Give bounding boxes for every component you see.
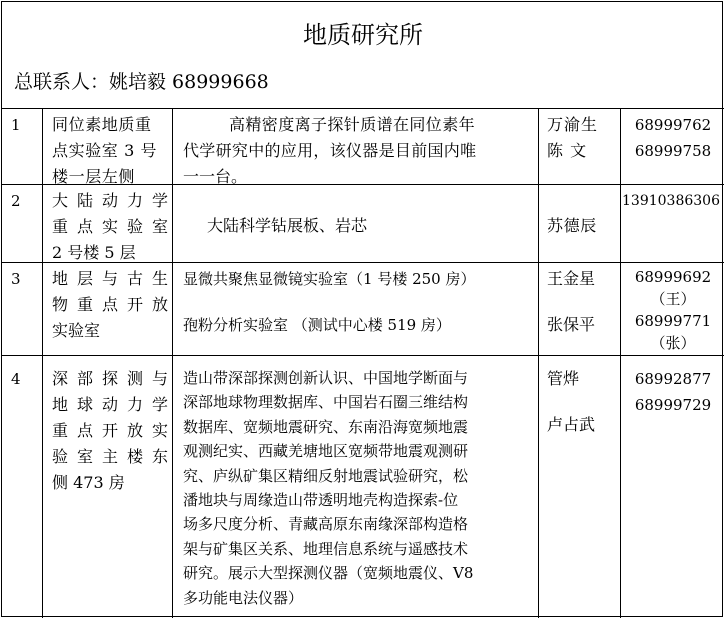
general-contact: 总联系人：姚培毅 68999668 (14, 71, 269, 93)
lab-name: 地层与古生 物重点开放 实验室 (52, 269, 168, 340)
row-number: 4 (11, 370, 21, 388)
contact-phone: 13910386306 (622, 193, 720, 209)
exhibit-description: 造山带深部探测创新认识、中国地学断面与 深部地球物理数据库、中国岩石圈三维结构 数据库、宽频地震研究、东南沿海宽频地震 观测纪实、西藏羌塘地区宽频带地震观测研 究、庐纵矿集区精细反射地震试验研究，松 潘地块与周缘造山带透明地壳构造探索-位 场多尺度分析、青藏高原东南缘深部构造格 架与矿集区关系、地理信息系统与遥感技术 研究。展示大型探测仪器（宽频地震仪、V8 多功能电法仪器） (183, 369, 474, 607)
column-divider (620, 108, 621, 618)
contact-person: 管烨 卢占武 (547, 369, 596, 434)
page-title: 地质研究所 (303, 21, 423, 49)
lab-name: 大陆动力学 重点实验室 2 号楼 5 层 (52, 191, 168, 262)
exhibit-description: 高精密度离子探针质谱在同位素年 代学研究中的应用，该仪器是目前国内唯 一一台。 (183, 115, 477, 186)
row-number: 2 (11, 192, 21, 210)
lab-name: 深部探测与 地球动力学 重点开放实 验室主楼东 侧 473 房 (52, 369, 168, 492)
exhibit-description: 大陆科学钻展板、岩芯 (207, 216, 368, 235)
row-number: 1 (11, 116, 21, 134)
column-divider (172, 108, 173, 618)
contact-person: 王金星 张保平 (547, 269, 596, 334)
row-number: 3 (11, 270, 21, 288)
column-divider (538, 108, 539, 618)
column-divider (42, 108, 43, 618)
contact-phone: 68999692 （王） 68999771 （张） (634, 268, 712, 352)
institute-table (1, 1, 723, 617)
lab-name: 同位素地质重 点实验室 3 号 楼一层左侧 (52, 115, 158, 186)
contact-phone: 68999762 68999758 (634, 116, 712, 160)
exhibit-description: 显微共聚焦显微镜实验室（1 号楼 250 房） 孢粉分析实验室 （测试中心楼 519 房） (183, 270, 476, 334)
contact-person: 苏德辰 (547, 216, 597, 235)
row-divider (2, 355, 724, 356)
contact-person: 万渝生 陈 文 (547, 115, 599, 160)
contact-phone: 68992877 68999729 (634, 370, 712, 414)
row-divider (2, 108, 724, 109)
